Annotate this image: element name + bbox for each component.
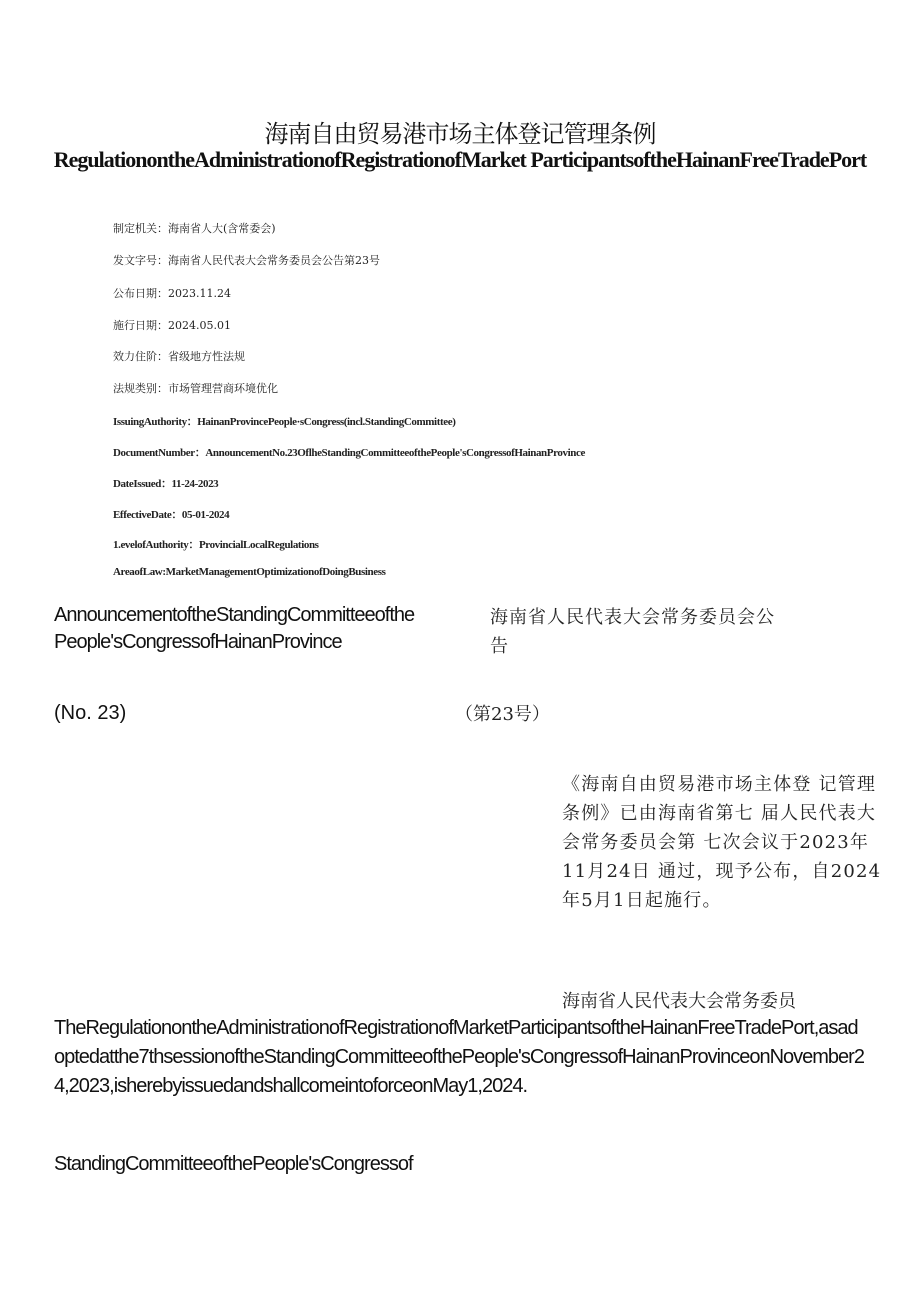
announcement-number-zh: （第23号） — [455, 704, 550, 725]
meta-effective-date-en: EffectiveDate：05-01-2024 — [113, 509, 230, 521]
meta-issuing-authority-en: IssuingAuthority：HainanProvincePeople·sCongress(incl.StandingCommittee) — [113, 416, 456, 428]
notice-body-zh: 《海南自由贸易港市场主体登 记管理条例》已由海南省第七 届人民代表大会常务委员会第 七次会议于2023年11月24日 通过，现予公布，自2024年5月1日起施行。 — [562, 774, 882, 911]
meta-area-en: AreaofLaw:MarketManagementOptimizationofDoingBusiness — [113, 566, 386, 578]
meta-date-issued-zh: 公布日期：2023.11.24 — [113, 287, 231, 300]
signature-zh: 海南省人民代表大会常务委员 — [562, 991, 796, 1012]
document-title-english: RegulationontheAdministrationofRegistrationofMarket ParticipantsoftheHainanFreeTradePort — [53, 147, 867, 172]
announcement-number-en: (No. 23) — [54, 702, 127, 724]
meta-date-issued-en: DateIssued：11-24-2023 — [113, 478, 219, 490]
announcement-heading-en-line2: People'sCongressofHainanProvince — [54, 631, 342, 653]
meta-effective-date-zh: 施行日期：2024.05.01 — [113, 319, 231, 332]
meta-level-zh: 效力住阶：省级地方性法规 — [113, 350, 245, 363]
document-title-chinese: 海南自由贸易港市场主体登记管理条例 — [264, 120, 656, 148]
meta-area-zh: 法规类别：市场管理营商环境优化 — [113, 382, 278, 395]
meta-issuing-authority-zh: 制定机关：海南省人大(含常委会) — [113, 222, 276, 235]
announcement-heading-zh: 海南省人民代表大会常务委员会公告 — [490, 607, 775, 657]
meta-document-number-en: DocumentNumber：AnnouncementNo.23OflheStandingCommitteeofthePeople'sCongressofHainanProvince — [113, 447, 585, 459]
signature-en: StandingCommitteeofthePeople'sCongressof — [54, 1153, 413, 1175]
notice-body-en: TheRegulationontheAdministrationofRegistrationofMarketParticipantsoftheHainanFreeTradePort,asadoptedatthe7thsessionoftheStandingCommitteeofthePeople'sCongressofHainanProvinceonNovember24,2023,isherebyissuedandshallcomeintoforceonMay1,2024. — [54, 1017, 864, 1097]
meta-level-en: 1.evelofAuthority：ProvincialLocalRegulations — [113, 539, 319, 551]
announcement-heading-en-line1: AnnouncementoftheStandingCommitteeofthe — [54, 604, 415, 626]
meta-document-number-zh: 发文字号：海南省人民代表大会常务委员会公告第23号 — [113, 254, 380, 267]
